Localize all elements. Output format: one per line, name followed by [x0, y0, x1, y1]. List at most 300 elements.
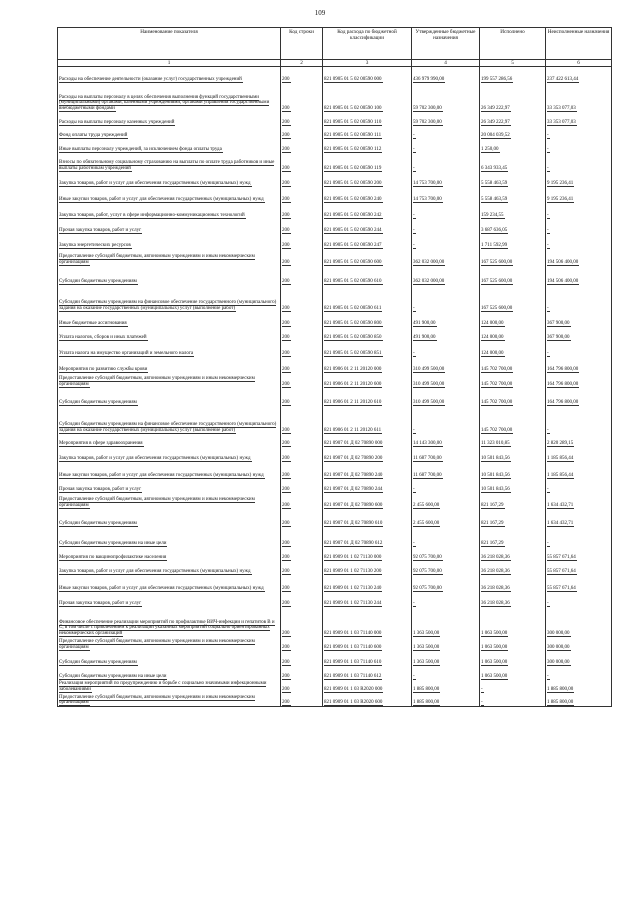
row-executed-cell [480, 126, 546, 139]
row-executed-cell [480, 219, 546, 234]
row-unexecuted-cell [546, 139, 612, 153]
row-name-cell [58, 388, 281, 406]
row-executed: 10 501 843,56 [481, 486, 510, 492]
row-approved: 1 885 800,00 [413, 686, 440, 692]
column-number: 6 [546, 60, 612, 67]
row-classification-code: 821 0909 01 1 03 R2020 000 [324, 686, 383, 692]
row-name: Субсидии бюджетным учреждениям [59, 278, 137, 284]
row-unexecuted: 55 857 671,64 [547, 585, 576, 591]
row-approved-cell [412, 203, 480, 219]
row-classification-code-cell [323, 680, 412, 693]
row-approved-cell [412, 592, 480, 607]
row-name: Иные выплаты персоналу учреждений, за исключением фонда оплаты труда [59, 146, 222, 152]
row-executed: 167 525 600,00 [481, 305, 513, 311]
table-row [58, 592, 612, 607]
row-code: 200 [282, 659, 290, 665]
row-classification-code: 821 0905 01 5 02 00590 851 [324, 350, 382, 356]
row-code: 200 [282, 520, 290, 526]
row-approved-cell [412, 509, 480, 527]
row-code: 200 [282, 76, 290, 82]
row-executed-cell [480, 561, 546, 575]
row-executed-cell [480, 693, 546, 707]
row-name-cell [58, 547, 281, 561]
row-classification-code: 821 0909 01 1 03 71140 000 [324, 630, 382, 636]
row-unexecuted-cell [546, 126, 612, 139]
row-approved-cell [412, 234, 480, 249]
row-classification-code: 821 0907 01 Д 02 70890 240 [324, 472, 383, 478]
row-executed-cell [480, 666, 546, 680]
row-code-cell [281, 434, 323, 447]
row-code-cell [281, 447, 323, 462]
row-classification-code: 821 0905 01 5 02 00590 244 [324, 227, 382, 233]
row-classification-code: 821 0907 01 Д 02 70890 600 [324, 502, 383, 508]
row-code-cell [281, 575, 323, 592]
row-unexecuted: 33 353 077,03 [547, 119, 576, 125]
row-name-cell [58, 406, 281, 434]
row-code-cell [281, 388, 323, 406]
row-classification-code-cell [323, 447, 412, 462]
row-classification-code: 821 0905 01 5 02 00590 200 [324, 180, 382, 186]
row-name-cell [58, 357, 281, 373]
row-name: Прочая закупка товаров, работ и услуг [59, 486, 142, 492]
row-classification-code-cell [323, 561, 412, 575]
row-code-cell [281, 172, 323, 187]
row-unexecuted: - [547, 427, 549, 433]
table-row [58, 607, 612, 637]
column-number: 1 [58, 60, 281, 67]
row-approved: - [413, 486, 415, 492]
row-approved: 2 455 600,00 [413, 502, 440, 508]
row-name: Финансовое обеспечение реализации мероприятий по профилактике ВИЧ-инфекции и гепатитов В и С, в том числе с привлечением к реализации указанных мероприятий социально ориентированных некоммерческих организаций [59, 619, 275, 636]
row-name-cell [58, 509, 281, 527]
table-row [58, 285, 612, 312]
row-classification-code-cell [323, 357, 412, 373]
row-name-cell [58, 651, 281, 666]
row-name-cell [58, 187, 281, 203]
row-unexecuted-cell [546, 187, 612, 203]
table-row [58, 434, 612, 447]
row-executed-cell [480, 234, 546, 249]
row-approved: - [413, 540, 415, 546]
row-approved: - [413, 227, 415, 233]
row-executed-cell [480, 462, 546, 479]
table-row [58, 249, 612, 266]
table-row [58, 561, 612, 575]
row-unexecuted-cell [546, 285, 612, 312]
row-executed: 36 218 028,36 [481, 568, 510, 574]
row-unexecuted-cell [546, 234, 612, 249]
row-code: 200 [282, 278, 290, 284]
row-executed-cell [480, 434, 546, 447]
row-approved-cell [412, 83, 480, 112]
row-approved: 59 702 300,00 [413, 105, 442, 111]
row-approved: - [413, 427, 415, 433]
row-executed: 124 000,00 [481, 334, 504, 340]
row-code: 200 [282, 196, 290, 202]
row-name: Прочая закупка товаров, работ и услуг [59, 600, 142, 606]
row-unexecuted-cell [546, 219, 612, 234]
row-executed-cell [480, 67, 546, 83]
row-unexecuted-cell [546, 266, 612, 285]
row-unexecuted: - [547, 242, 549, 248]
row-approved: 11 687 700,00 [413, 455, 442, 461]
row-unexecuted: 300 000,00 [547, 630, 570, 636]
row-approved-cell [412, 527, 480, 547]
row-code: 200 [282, 350, 290, 356]
row-unexecuted: 1 885 800,00 [547, 686, 574, 692]
row-approved-cell [412, 126, 480, 139]
table-row [58, 341, 612, 357]
row-classification-code: 821 0909 01 1 02 71130 200 [324, 568, 382, 574]
row-unexecuted-cell [546, 341, 612, 357]
row-name: Иные закупки товаров, работ и услуг для обеспечения государственных (муниципальных) нужд [59, 585, 264, 591]
row-approved: 1 363 500,00 [413, 644, 440, 650]
row-approved: 1 885 800,00 [413, 700, 440, 706]
row-name-cell [58, 112, 281, 126]
row-name: Мероприятия в сфере здравоохранения [59, 440, 143, 446]
row-classification-code: 821 0905 01 5 02 00590 600 [324, 259, 382, 265]
row-unexecuted: 367 900,00 [547, 334, 570, 340]
row-name-cell [58, 327, 281, 341]
row-unexecuted: - [547, 600, 549, 606]
row-approved: - [413, 146, 415, 152]
row-classification-code: 821 0907 01 Д 02 70890 612 [324, 540, 383, 546]
row-name: Уплата налога на имущество организаций и земельного налога [59, 350, 194, 356]
row-classification-code-cell [323, 312, 412, 327]
row-code-cell [281, 680, 323, 693]
table-row [58, 693, 612, 707]
row-classification-code-cell [323, 285, 412, 312]
row-code: 200 [282, 165, 290, 171]
row-approved-cell [412, 388, 480, 406]
row-executed: 124 000,00 [481, 350, 504, 356]
row-name-cell [58, 575, 281, 592]
row-classification-code: 821 0909 01 1 03 71140 600 [324, 644, 382, 650]
row-name: Закупка товаров, работ и услуг для обеспечения государственных (муниципальных) нужд [59, 180, 251, 186]
row-name: Реализация мероприятий по предупреждению и борьбе с социально значимыми инфекционными заболеваниями [59, 681, 267, 692]
row-code-cell [281, 693, 323, 707]
row-classification-code-cell [323, 126, 412, 139]
row-name: Субсидии бюджетным учреждениям на иные цели [59, 540, 167, 546]
row-name-cell [58, 153, 281, 172]
row-name: Расходы на выплаты персоналу казенных учреждений [59, 119, 175, 125]
row-name-cell [58, 285, 281, 312]
row-executed-cell [480, 112, 546, 126]
row-code-cell [281, 462, 323, 479]
row-executed-cell [480, 547, 546, 561]
row-executed: 145 702 700,00 [481, 427, 513, 433]
row-approved-cell [412, 373, 480, 388]
row-approved: - [413, 242, 415, 248]
row-name: Закупка товаров, работ и услуг для обеспечения государственных (муниципальных) нужд [59, 568, 251, 574]
row-code: 200 [282, 381, 290, 387]
row-unexecuted-cell [546, 680, 612, 693]
row-classification-code: 821 0907 01 Д 02 70890 244 [324, 486, 383, 492]
row-unexecuted-cell [546, 666, 612, 680]
row-unexecuted-cell [546, 327, 612, 341]
row-code-cell [281, 153, 323, 172]
row-classification-code-cell [323, 693, 412, 707]
table-row [58, 509, 612, 527]
table-row [58, 203, 612, 219]
row-code-cell [281, 509, 323, 527]
row-unexecuted-cell [546, 434, 612, 447]
row-name: Предоставление субсидий бюджетным, автономным учреждениям и иным некоммерческим организациям [59, 639, 255, 650]
row-code-cell [281, 139, 323, 153]
row-approved-cell [412, 219, 480, 234]
row-approved-cell [412, 561, 480, 575]
row-name-cell [58, 312, 281, 327]
row-code-cell [281, 126, 323, 139]
row-unexecuted: 1 185 856,44 [547, 472, 574, 478]
row-classification-code: 821 0905 01 5 02 00590 242 [324, 212, 382, 218]
row-approved: 14 143 300,00 [413, 440, 442, 446]
row-approved-cell [412, 172, 480, 187]
row-classification-code-cell [323, 249, 412, 266]
row-unexecuted: 300 000,00 [547, 659, 570, 665]
row-approved: 92 075 700,00 [413, 585, 442, 591]
row-unexecuted: - [547, 212, 549, 218]
row-approved: 362 032 000,00 [413, 259, 445, 265]
row-code: 200 [282, 259, 290, 265]
row-approved-cell [412, 312, 480, 327]
row-name: Субсидии бюджетным учреждениям на финансовое обеспечение государственного (муниципального) задания на оказание государственных (муниципальных) услуг (выполнение работ) [59, 300, 277, 311]
row-classification-code-cell [323, 327, 412, 341]
row-executed: 6 343 933,45 [481, 165, 508, 171]
row-name: Расходы на выплаты персоналу в целях обеспечения выполнения функций государственными (муниципальными) органами, казенными учреждениями, органами управления государственными внебюджетными фондами [59, 94, 270, 111]
row-executed: 11 323 010,85 [481, 440, 510, 446]
row-code: 200 [282, 427, 290, 433]
column-number: 5 [480, 60, 546, 67]
row-name-cell [58, 126, 281, 139]
row-code: 200 [282, 686, 290, 692]
row-code: 200 [282, 105, 290, 111]
row-name: Прочая закупка товаров, работ и услуг [59, 227, 142, 233]
header-name: Наименование показателя [58, 28, 281, 60]
budget-execution-table [57, 27, 612, 707]
row-unexecuted-cell [546, 561, 612, 575]
row-classification-code: 821 0909 01 1 02 71130 244 [324, 600, 382, 606]
row-code: 200 [282, 440, 290, 446]
row-unexecuted-cell [546, 462, 612, 479]
header-code: Код строки [281, 28, 323, 60]
row-code: 200 [282, 366, 290, 372]
row-executed: 26 349 222,97 [481, 105, 510, 111]
row-code: 200 [282, 554, 290, 560]
row-approved-cell [412, 266, 480, 285]
table-row [58, 666, 612, 680]
row-name: Предоставление субсидий бюджетным, автономным учреждениям и иным некоммерческим организациям [59, 694, 255, 706]
row-unexecuted: 164 796 800,00 [547, 399, 579, 405]
row-approved-cell [412, 67, 480, 83]
row-unexecuted: - [547, 132, 549, 138]
row-name-cell [58, 479, 281, 493]
row-code: 200 [282, 146, 290, 152]
row-approved-cell [412, 493, 480, 509]
row-unexecuted-cell [546, 249, 612, 266]
row-code: 200 [282, 455, 290, 461]
row-executed: 1 063 500,00 [481, 630, 508, 636]
row-executed-cell [480, 373, 546, 388]
row-unexecuted: 55 857 671,64 [547, 554, 576, 560]
row-executed-cell [480, 341, 546, 357]
row-approved-cell [412, 187, 480, 203]
row-classification-code: 821 0905 01 5 02 00590 119 [324, 165, 382, 171]
row-approved-cell [412, 153, 480, 172]
row-executed-cell [480, 327, 546, 341]
row-executed-cell [480, 139, 546, 153]
row-code: 200 [282, 132, 290, 138]
row-code: 200 [282, 486, 290, 492]
row-unexecuted-cell [546, 547, 612, 561]
row-executed: 36 218 028,36 [481, 554, 510, 560]
row-approved-cell [412, 139, 480, 153]
row-name: Предоставление субсидий бюджетным, автономным учреждениям и иным некоммерческим организациям [59, 254, 255, 265]
row-code: 200 [282, 242, 290, 248]
row-executed-cell [480, 493, 546, 509]
table-row [58, 67, 612, 83]
row-classification-code: 821 0906 01 2 11 20120 000 [324, 366, 382, 372]
row-name: Субсидии бюджетным учреждениям на финансовое обеспечение государственного (муниципального) задания на оказание государственных (муниципальных) услуг (выполнение работ) [59, 422, 277, 433]
row-code: 200 [282, 334, 290, 340]
row-name-cell [58, 266, 281, 285]
row-executed-cell [480, 266, 546, 285]
row-unexecuted-cell [546, 637, 612, 651]
row-name: Уплата налогов, сборов и иных платежей [59, 334, 147, 340]
row-name: Закупка товаров, работ и услуг для обеспечения государственных (муниципальных) нужд [59, 455, 251, 461]
table-row [58, 388, 612, 406]
row-code-cell [281, 637, 323, 651]
row-name: Субсидии бюджетным учреждениям на иные цели [59, 673, 167, 679]
row-classification-code: 821 0907 01 Д 02 70890 000 [324, 440, 383, 446]
row-unexecuted: 33 353 077,03 [547, 105, 576, 111]
row-name-cell [58, 172, 281, 187]
row-name: Иные закупки товаров, работ и услуг для обеспечения государственных (муниципальных) нужд [59, 472, 264, 478]
table-row [58, 651, 612, 666]
row-code-cell [281, 607, 323, 637]
row-classification-code-cell [323, 203, 412, 219]
row-executed-cell [480, 203, 546, 219]
table-row [58, 266, 612, 285]
row-code-cell [281, 266, 323, 285]
row-classification-code: 821 0907 01 Д 02 70890 200 [324, 455, 383, 461]
row-classification-code-cell [323, 112, 412, 126]
column-numbers-row [58, 60, 612, 67]
row-classification-code-cell [323, 575, 412, 592]
row-classification-code-cell [323, 187, 412, 203]
table-row [58, 172, 612, 187]
row-code-cell [281, 83, 323, 112]
header-approved: Утвержденные бюджетные назначения [412, 28, 480, 60]
row-approved-cell [412, 651, 480, 666]
row-classification-code: 821 0905 01 5 02 00590 100 [324, 105, 382, 111]
row-code-cell [281, 373, 323, 388]
row-classification-code: 821 0905 01 5 02 00590 240 [324, 196, 382, 202]
row-name-cell [58, 373, 281, 388]
row-classification-code-cell [323, 139, 412, 153]
row-unexecuted: 1 634 432,71 [547, 502, 574, 508]
row-code-cell [281, 327, 323, 341]
row-unexecuted-cell [546, 406, 612, 434]
row-executed: 36 218 028,36 [481, 600, 510, 606]
row-classification-code-cell [323, 373, 412, 388]
row-name-cell [58, 637, 281, 651]
row-approved-cell [412, 249, 480, 266]
row-classification-code-cell [323, 434, 412, 447]
row-code: 200 [282, 399, 290, 405]
row-name-cell [58, 607, 281, 637]
row-name-cell [58, 666, 281, 680]
row-unexecuted: - [547, 305, 549, 311]
table-row [58, 373, 612, 388]
row-code: 200 [282, 180, 290, 186]
row-unexecuted-cell [546, 575, 612, 592]
row-name-cell [58, 592, 281, 607]
row-code-cell [281, 285, 323, 312]
row-code-cell [281, 527, 323, 547]
row-unexecuted: 237 422 613,44 [547, 76, 579, 82]
row-approved-cell [412, 327, 480, 341]
row-approved: - [413, 350, 415, 356]
row-executed: 821 167,29 [481, 520, 504, 526]
row-classification-code: 821 0905 01 5 02 00590 610 [324, 278, 382, 284]
table-row [58, 447, 612, 462]
row-classification-code: 821 0909 01 1 03 71140 610 [324, 659, 382, 665]
row-approved: 491 900,00 [413, 334, 436, 340]
row-name-cell [58, 693, 281, 707]
row-classification-code-cell [323, 547, 412, 561]
row-name: Мероприятия по вакцинопрофилактике населения [59, 554, 167, 560]
row-code-cell [281, 203, 323, 219]
row-executed-cell [480, 637, 546, 651]
row-executed: 5 558 463,59 [481, 180, 508, 186]
row-classification-code: 821 0906 01 2 11 20120 600 [324, 381, 382, 387]
row-code: 200 [282, 119, 290, 125]
row-approved-cell [412, 637, 480, 651]
row-executed-cell [480, 680, 546, 693]
row-unexecuted-cell [546, 357, 612, 373]
row-approved: 2 455 600,00 [413, 520, 440, 526]
row-approved: - [413, 673, 415, 679]
row-executed: 1 711 592,99 [481, 242, 508, 248]
row-classification-code-cell [323, 234, 412, 249]
row-executed-cell [480, 575, 546, 592]
row-executed-cell [480, 83, 546, 112]
row-executed-cell [480, 249, 546, 266]
row-code-cell [281, 651, 323, 666]
row-executed: - [481, 686, 483, 692]
row-executed: 1 063 500,00 [481, 644, 508, 650]
row-name: Субсидии бюджетным учреждениям [59, 659, 137, 665]
table-row [58, 462, 612, 479]
row-code: 200 [282, 630, 290, 636]
row-code: 200 [282, 540, 290, 546]
row-classification-code-cell [323, 406, 412, 434]
row-classification-code: 821 0906 01 2 11 20120 610 [324, 399, 382, 405]
row-name: Фонд оплаты труда учреждений [59, 132, 128, 138]
table-row [58, 187, 612, 203]
row-unexecuted: 367 900,00 [547, 320, 570, 326]
row-name: Иные закупки товаров, работ и услуг для обеспечения государственных (муниципальных) нужд [59, 196, 264, 202]
table-row [58, 153, 612, 172]
row-unexecuted: 194 506 400,00 [547, 259, 579, 265]
row-unexecuted-cell [546, 388, 612, 406]
row-name-cell [58, 462, 281, 479]
row-approved: 92 075 700,00 [413, 568, 442, 574]
row-code-cell [281, 312, 323, 327]
row-code: 200 [282, 502, 290, 508]
row-executed: 145 702 700,00 [481, 399, 513, 405]
